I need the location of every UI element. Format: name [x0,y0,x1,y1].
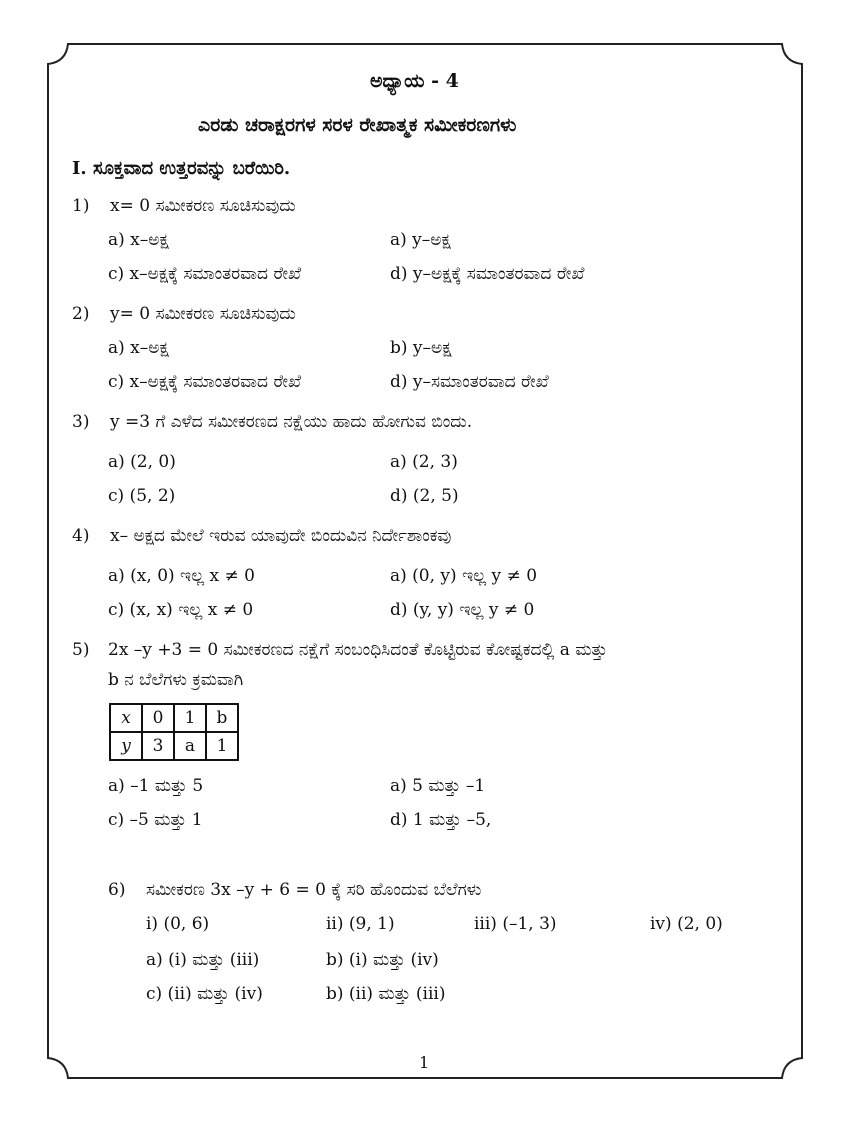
option: b) (i) ಮತ್ತು (iv) [326,950,439,970]
question-number: 2) [72,304,90,324]
table-cell: y [110,732,142,760]
question-number: 5) [72,640,90,660]
option: c) x–ಅಕ್ಷಕ್ಕೆ ಸಮಾಂತರವಾದ ರೇಖೆ [108,372,302,392]
chapter-title: ಅಧ್ಯಾಯ - 4 [370,70,459,92]
option: d) y–ಅಕ್ಷಕ್ಕೆ ಸಮಾಂತರವಾದ ರೇಖೆ [390,264,585,284]
option: b) (ii) ಮತ್ತು (iii) [326,984,446,1004]
table-cell: 1 [206,732,238,760]
question-text-continued: b ನ ಬೆಲೆಗಳು ಕ್ರಮವಾಗಿ [108,670,244,690]
table-cell: 0 [142,704,174,732]
question-text: 2x –y +3 = 0 ಸಮೀಕರಣದ ನಕ್ಷೆಗೆ ಸಂಬಂಧಿಸಿದಂತೆ ಕೊಟ್ಟಿರುವ ಕೋಷ್ಟಕದಲ್ಲಿ a ಮತ್ತು [108,640,608,660]
option: d) (2, 5) [390,486,459,506]
option: c) –5 ಮತ್ತು 1 [108,810,203,830]
option: a) x–ಅಕ್ಷ [108,230,169,250]
option: c) (5, 2) [108,486,176,506]
option: a) 5 ಮತ್ತು –1 [390,776,486,796]
table-cell: b [206,704,238,732]
option: c) (x, x) ಇಲ್ಲ x ≠ 0 [108,600,254,620]
chapter-subtitle: ಎರಡು ಚರಾಕ್ಷರಗಳ ಸರಳ ರೇಖಾತ್ಮಕ ಸಮೀಕರಣಗಳು [198,114,517,136]
table-cell: a [174,732,206,760]
option: a) (i) ಮತ್ತು (iii) [146,950,260,970]
option: d) y–ಸಮಾಂತರವಾದ ರೇಖೆ [390,372,549,392]
option: b) y–ಅಕ್ಷ [390,338,452,358]
option: a) x–ಅಕ್ಷ [108,338,169,358]
question-text: y =3 ಗೆ ಎಳೆದ ಸಮೀಕರಣದ ನಕ್ಷೆಯು ಹಾದು ಹೋಗುವ ಬಿಂದು. [110,412,473,432]
question-number: 3) [72,412,90,432]
option: d) (y, y) ಇಲ್ಲ y ≠ 0 [390,600,535,620]
table-cell: x [110,704,142,732]
option: a) (2, 0) [108,452,176,472]
option: c) x–ಅಕ್ಷಕ್ಕೆ ಸಮಾಂತರವಾದ ರೇಖೆ [108,264,302,284]
question-text: y= 0 ಸಮೀಕರಣ ಸೂಚಿಸುವುದು [110,304,296,324]
table-row [110,732,238,760]
option: a) y–ಅಕ್ಷ [390,230,451,250]
option: d) 1 ಮತ್ತು –5, [390,810,492,830]
question-number: 1) [72,196,90,216]
point-option: ii) (9, 1) [326,914,395,934]
table-cell: 1 [174,704,206,732]
table-row [110,704,238,732]
question-text: x= 0 ಸಮೀಕರಣ ಸೂಚಿಸುವುದು [110,196,296,216]
option: c) (ii) ಮತ್ತು (iv) [146,984,263,1004]
point-option: iii) (–1, 3) [474,914,557,934]
question-number: 4) [72,526,90,546]
section-heading: I. ಸೂಕ್ತವಾದ ಉತ್ತರವನ್ನು ಬರೆಯಿರಿ. [72,158,291,179]
question-number: 6) [108,880,126,900]
option: a) –1 ಮತ್ತು 5 [108,776,204,796]
table-cell: 3 [142,732,174,760]
option: a) (0, y) ಇಲ್ಲ y ≠ 0 [390,566,538,586]
option: a) (x, 0) ಇಲ್ಲ x ≠ 0 [108,566,255,586]
page-number: 1 [419,1053,430,1072]
option: a) (2, 3) [390,452,458,472]
value-table [109,703,239,761]
point-option: i) (0, 6) [146,914,210,934]
question-text: x– ಅಕ್ಷದ ಮೇಲೆ ಇರುವ ಯಾವುದೇ ಬಿಂದುವಿನ ನಿರ್ದೇಶಾಂಕವು [110,526,452,546]
question-text: ಸಮೀಕರಣ 3x –y + 6 = 0 ಕ್ಕೆ ಸರಿ ಹೊಂದುವ ಬೆಲೆಗಳು [146,880,482,900]
point-option: iv) (2, 0) [650,914,723,934]
